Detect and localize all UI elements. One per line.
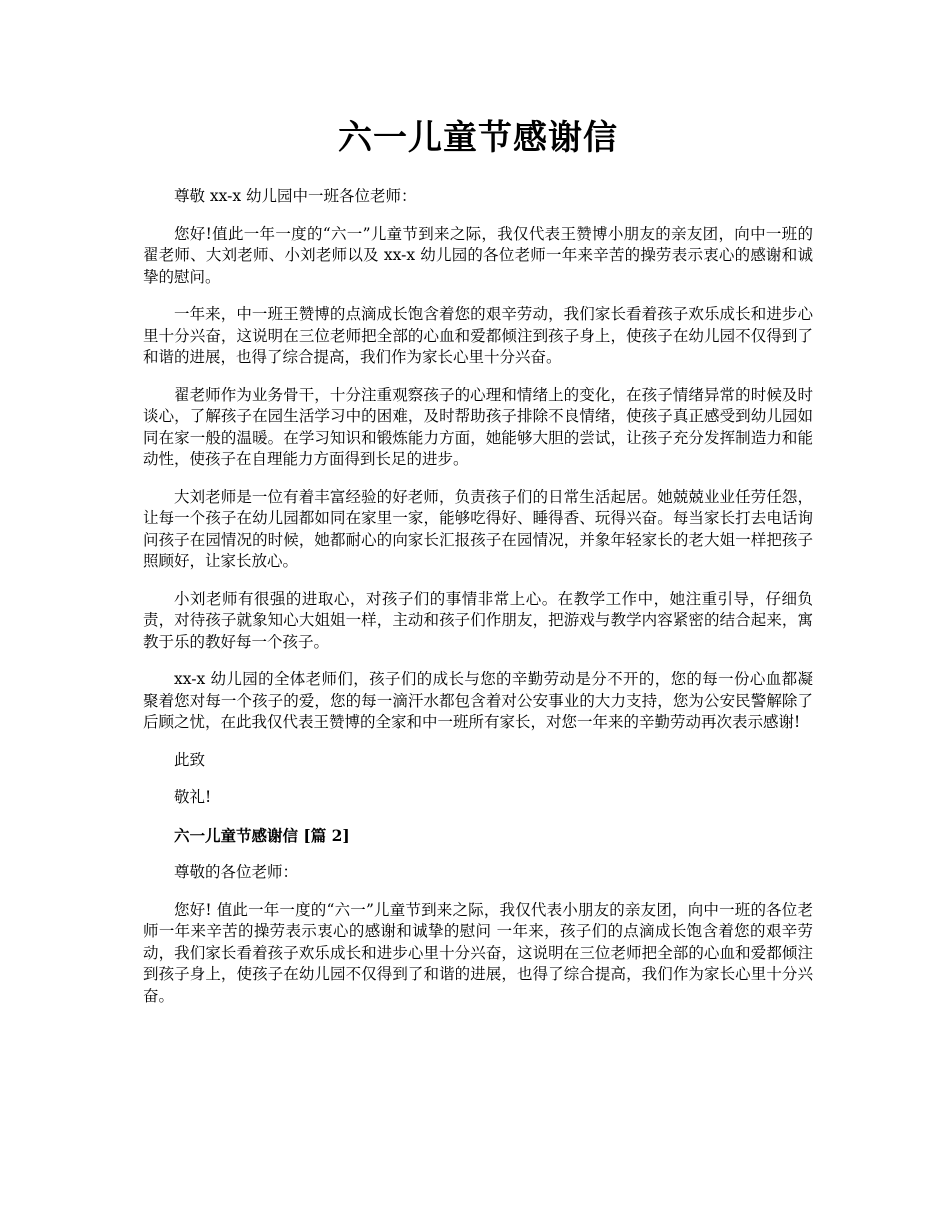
salutation: 尊敬的各位老师： — [174, 863, 299, 881]
paragraph: xx-x 幼儿园的全体老师们，孩子们的成长与您的辛勤劳动是分不开的，您的每一份心血都凝聚着您对每一个孩子的爱，您的每一滴汗水都包含着对公安事业的大力支持，您为公安民警解除了后顾之忧，在此我仅代表王赞博的全家和中一班所有家长，对您一年来的辛勤劳动再次表示感谢! — [143, 670, 813, 731]
paragraph: 您好!值此一年一度的“六一”儿童节到来之际，我仅代表王赞博小朋友的亲友团，向中一班的翟老师、大刘老师、小刘老师以及 xx-x 幼儿园的各位老师一年来辛苦的操劳表示衷心的感谢和诚挚的慰问。 — [143, 224, 813, 286]
salutation: 尊敬 xx-x 幼儿园中一班各位老师： — [174, 187, 417, 205]
document-title: 六一儿童节感谢信 — [338, 118, 618, 158]
closing-salute: 敬礼! — [174, 788, 212, 806]
paragraph: 一年来，中一班王赞博的点滴成长饱含着您的艰辛劳动，我们家长看着孩子欢乐成长和进步心里十分兴奋，这说明在三位老师把全部的心血和爱都倾注到孩子身上，使孩子在幼儿园不仅得到了和谐的进展，也得了综合提高，我们作为家长心里十分兴奋。 — [143, 305, 813, 366]
paragraph: 大刘老师是一位有着丰富经验的好老师，负责孩子们的日常生活起居。她兢兢业业任劳任怨，让每一个孩子在幼儿园都如同在家里一家，能够吃得好、睡得香、玩得兴奋。每当家长打去电话询问孩子在园情况的时候，她都耐心的向家长汇报孩子在园情况，并象年轻家长的老大姐一样把孩子照顾好，让家长放心。 — [143, 487, 813, 570]
document-page — [143, 112, 813, 1023]
section-heading: 六一儿童节感谢信 [篇 2] — [174, 825, 350, 845]
paragraph: 您好! 值此一年一度的“六一”儿童节到来之际，我仅代表小朋友的亲友团，向中一班的各位老师一年来辛苦的操劳表示衷心的感谢和诚挚的慰问 一年来，孩子们的点滴成长饱含着您的艰辛劳动，我们家长看着孩子欢乐成长和进步心里十分兴奋，这说明在三位老师把全部的心血和爱都倾注到孩子身上，使孩子在幼儿园不仅得到了和谐的进展，也得了综合提高，我们作为家长心里十分兴奋。 — [143, 900, 813, 1005]
paragraph: 翟老师作为业务骨干，十分注重观察孩子的心理和情绪上的变化，在孩子情绪异常的时候及时谈心，了解孩子在园生活学习中的困难，及时帮助孩子排除不良情绪，使孩子真正感受到幼儿园如同在家一般的温暖。在学习知识和锻炼能力方面，她能够大胆的尝试，让孩子充分发挥制造力和能动性，使孩子在自理能力方面得到长足的进步。 — [143, 385, 813, 468]
paragraph: 小刘老师有很强的进取心，对孩子们的事情非常上心。在教学工作中，她注重引导，仔细负责，对待孩子就象知心大姐姐一样，主动和孩子们作朋友，把游戏与教学内容紧密的结合起来，寓教于乐的教好每一个孩子。 — [143, 589, 813, 651]
closing-line: 此致 — [174, 750, 206, 769]
